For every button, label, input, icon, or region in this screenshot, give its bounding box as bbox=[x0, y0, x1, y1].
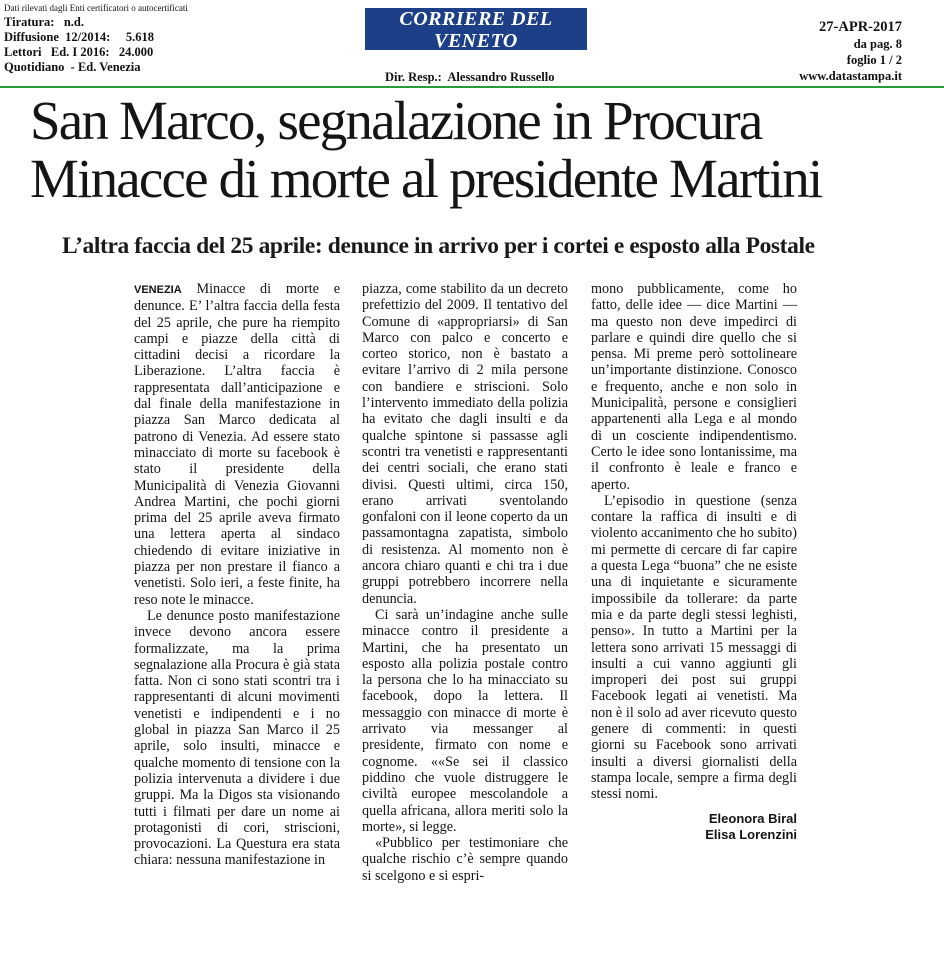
paragraph: Le denunce posto manifestazione invece devono ancora essere formalizzate, ma la prima segnalazione alla Procura è già stata fatta. Non ci sono stati scontri tra i rappresentanti di alcuni movimenti venetisti e indipendenti e i no global in piazza San Marco il 25 aprile, solo insulti, minacce e qualche momento di tensione con la polizia intervenuta a dividere i due gruppi. Ma la Digos sta visionando tutti i filmati per dare un nome ai protagonisti di cori, striscioni, provocazioni. La Questura era stata chiara: nessuna manifestazione in bbox=[134, 607, 340, 869]
masthead-name: CORRIERE DEL VENETO bbox=[399, 8, 553, 52]
masthead-edition: VENEZIA E MESTRE bbox=[402, 53, 550, 69]
quotidiano-edition: Quotidiano - Ed. Venezia bbox=[4, 60, 141, 74]
subheadline: L’altra faccia del 25 aprile: denunce in arrivo per i cortei e esposto alla Postale bbox=[62, 233, 815, 259]
paragraph-text: Minacce di morte e denunce. E’ l’altra faccia della festa del 25 aprile, che pure ha riempito campi e piazze della città di cittadini decisi a ricordare la Liberazione. L’altra faccia è rappresentata dall’anticipazione e dal finale della manifestazione in piazza San Marco dedicata al patrono di Venezia. Ad essere stato minacciato di morte su facebook è stato il presidente della Municipalità di Venezia Giovanni Andrea Martini, che pochi giorni prima del 25 aprile aveva firmato una lettera aperta al sindaco chiedendo di evitare iniziative in piazza per non prestare il fianco a venetisti. Solo ieri, a feste finite, ha reso note le minacce. bbox=[134, 281, 341, 608]
headline-line-2: Minacce di morte al presidente Martini bbox=[30, 148, 822, 209]
author-1: Eleonora Biral bbox=[708, 810, 797, 826]
publication-date: 27-APR-2017 bbox=[819, 19, 902, 35]
certification-note: Dati rilevati dagli Enti certificatori o autocertificati bbox=[4, 3, 188, 13]
source-site: www.datastampa.it bbox=[799, 69, 902, 83]
paragraph: L’episodio in questione (senza contare la raffica di insulti e di violento accanimento che ho subito) mi permette di cercare di far capire a questa Lega “buona” che ne esiste una di inquietante e sicuramente impossibile da tollerare: da parte mia e da parte degli stessi leghisti, penso». In tutto a Martini per la lettera sono arrivati 15 messaggi di insulti a cui vanno aggiunti gli improperi dei post sui gruppi Facebook legati ai venetisti. Ma non è il solo ad aver ricevuto questo genere di commenti: in questi giorni su Facebook sono arrivati insulti a diversi giornalisti della stampa locale, sempre a firma degli stessi nomi. bbox=[591, 492, 797, 803]
newspaper-masthead bbox=[365, 8, 587, 69]
clipping-info bbox=[799, 18, 902, 84]
paragraph: «Pubblico per testimoniare che qualche rischio c’è sempre quando si scelgono e si espri- bbox=[362, 835, 568, 884]
director: Dir. Resp.: Alessandro Russello bbox=[385, 70, 555, 84]
press-data-header bbox=[4, 3, 188, 75]
byline bbox=[591, 811, 797, 843]
lettori: Lettori Ed. I 2016: 24.000 bbox=[4, 45, 154, 59]
headline-line-1: San Marco, segnalazione in Procura bbox=[30, 90, 762, 151]
paragraph: mono pubblicamente, come ho fatto, delle idee — dice Martini — ma questo non deve impedirci di parlare e quindi dire quello che si pensa. Mi preme però sottolineare un’importante distinzione. Conosco e frequento, anche e non solo in Municipalità, persone e consiglieri appartenenti alla Lega e al mondo di un cosciente indipendentismo. Certo le idee sono lontanissime, ma il confronto è leale e franco e aperto. bbox=[591, 281, 797, 493]
author-2: Elisa Lorenzini bbox=[705, 826, 797, 842]
article-column-2 bbox=[362, 281, 568, 884]
headline bbox=[30, 92, 930, 208]
paragraph: Ci sarà un’indagine anche sulle minacce contro il presidente a Martini, che ha presentato un esposto alla polizia postale contro la persona che lo ha minacciato su facebook, dopo la lettera. Il messaggio con minacce di morte è arrivato via messanger al presidente, firmato con nome e cognome. ««Se sei il classico piddino che vuole distruggere le civiltà europee mescolandole a quella africana, allora meriti solo la morte», si legge. bbox=[362, 606, 568, 835]
page-number: da pag. 8 bbox=[853, 37, 902, 51]
sheet-number: foglio 1 / 2 bbox=[846, 53, 902, 67]
dateline: VENEZIA bbox=[134, 284, 182, 296]
paragraph bbox=[134, 281, 340, 608]
header-rule bbox=[0, 86, 944, 88]
tiratura: Tiratura: n.d. bbox=[4, 15, 84, 29]
paragraph: piazza, come stabilito da un decreto prefettizio del 2009. Il tentativo del Comune di «appropriarsi» di San Marco con palco e concerto e corteo storico, non è bastato a evitare l’arrivo di 2 mila persone con bandiere e striscioni. Solo l’intervento immediato della polizia ha evitato che dagli insulti e da qualche spintone si passasse agli scontri tra venetisti e rappresentanti dei centri sociali, che erano stati divisi. Questi ultimi, circa 150, erano arrivati sventolando gonfaloni con il leone coperto da un passamontagna zapatista, simbolo di resistenza. Al momento non è ancora chiaro quanti e chi tra i due gruppi potrebbero incorrere nella denuncia. bbox=[362, 281, 568, 607]
diffusione: Diffusione 12/2014: 5.618 bbox=[4, 30, 154, 44]
article-column-1 bbox=[134, 281, 340, 869]
article-column-3 bbox=[591, 281, 797, 843]
